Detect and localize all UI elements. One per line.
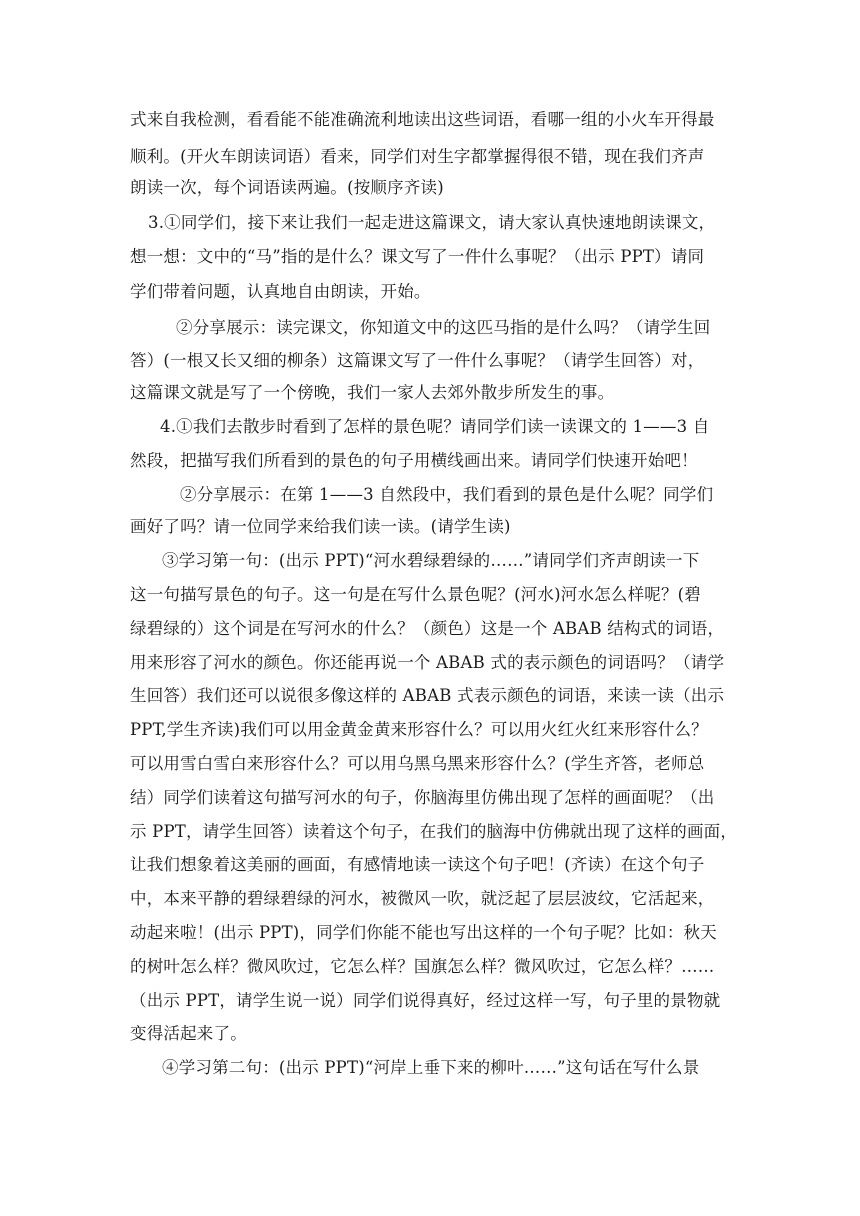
text-line: 中，本来平静的碧绿碧绿的河水，被微风一吹，就泛起了层层波纹，它活起来， — [130, 889, 715, 908]
text-line: 让我们想象着这美丽的画面，有感情地读一读这个句子吧！(齐读）在这个句子 — [130, 855, 705, 874]
text-line: 这篇课文就是写了一个傍晚，我们一家人去郊外散步所发生的事。 — [130, 383, 615, 402]
text-line: ④学习第二句：(出示 PPT)“河岸上垂下来的柳叶……”这句话在写什么景 — [162, 1058, 700, 1077]
text-line: 然段，把描写我们所看到的景色的句子用横线画出来。请同学们快速开始吧！ — [130, 451, 698, 470]
text-line: 的树叶怎么样？微风吹过，它怎么样？国旗怎么样？微风吹过，它怎么样？…… — [130, 957, 715, 976]
text-line: 生回答）我们还可以说很多像这样的 ABAB 式表示颜色的词语，来读一读（出示 — [130, 686, 725, 705]
text-line: 这一句描写景色的句子。这一句是在写什么景色呢？(河水)河水怎么样呢？(碧 — [130, 585, 702, 604]
text-line: 画好了吗？请一位同学来给我们读一读。(请学生读) — [130, 517, 511, 536]
text-line: 变得活起来了。 — [130, 1024, 247, 1043]
text-line: ②分享展示：在第 1——3 自然段中，我们看到的景色是什么呢？同学们 — [180, 485, 714, 504]
text-line: 用来形容了河水的颜色。你还能再说一个 ABAB 式的表示颜色的词语吗？（请学 — [130, 653, 725, 672]
text-line: ③学习第一句：(出示 PPT)“河水碧绿碧绿的……”请同学们齐声朗读一下 — [162, 551, 700, 570]
text-line: 式来自我检测，看看能不能准确流利地读出这些词语，看哪一组的小火车开得最 — [130, 110, 715, 129]
text-line: 想一想：文中的“马”指的是什么？课文写了一件什么事呢？（出示 PPT）请同 — [130, 247, 705, 266]
text-line: 学们带着问题，认真地自由朗读，开始。 — [130, 282, 431, 301]
text-line: 示 PPT，请学生回答）读着这个句子，在我们的脑海中仿佛就出现了这样的画面， — [130, 822, 738, 841]
text-line: 答）(一根又长又细的柳条）这篇课文写了一件什么事呢？（请学生回答）对， — [130, 351, 705, 370]
text-line: 3.①同学们，接下来让我们一起走进这篇课文，请大家认真快速地朗读课文， — [148, 213, 716, 232]
text-line: （出示 PPT，请学生说一说）同学们说得真好，经过这样一写，句子里的景物就 — [130, 991, 721, 1010]
text-line: 动起来啦！(出示 PPT)，同学们你能不能也写出这样的一个句子呢？比如：秋天 — [130, 923, 717, 942]
text-line: PPT,学生齐读)我们可以用金黄金黄来形容什么？可以用火红火红来形容什么？ — [130, 720, 708, 739]
text-line: 朗读一次，每个词语读两遍。(按顺序齐读) — [130, 178, 444, 197]
text-line: 4.①我们去散步时看到了怎样的景色呢？请同学们读一读课文的 1——3 自 — [160, 417, 710, 436]
text-line: 顺利。(开火车朗读词语）看来，同学们对生字都掌握得很不错，现在我们齐声 — [130, 147, 705, 166]
text-line: ②分享展示：读完课文，你知道文中的这匹马指的是什么吗？（请学生回 — [176, 318, 711, 337]
text-line: 可以用雪白雪白来形容什么？可以用乌黑乌黑来形容什么？(学生齐答，老师总 — [130, 754, 705, 773]
text-line: 绿碧绿的）这个词是在写河水的什么？（颜色）这是一个 ABAB 结构式的词语， — [130, 619, 725, 638]
text-line: 结）同学们读着这句描写河水的句子，你脑海里仿佛出现了怎样的画面呢？（出 — [130, 788, 715, 807]
